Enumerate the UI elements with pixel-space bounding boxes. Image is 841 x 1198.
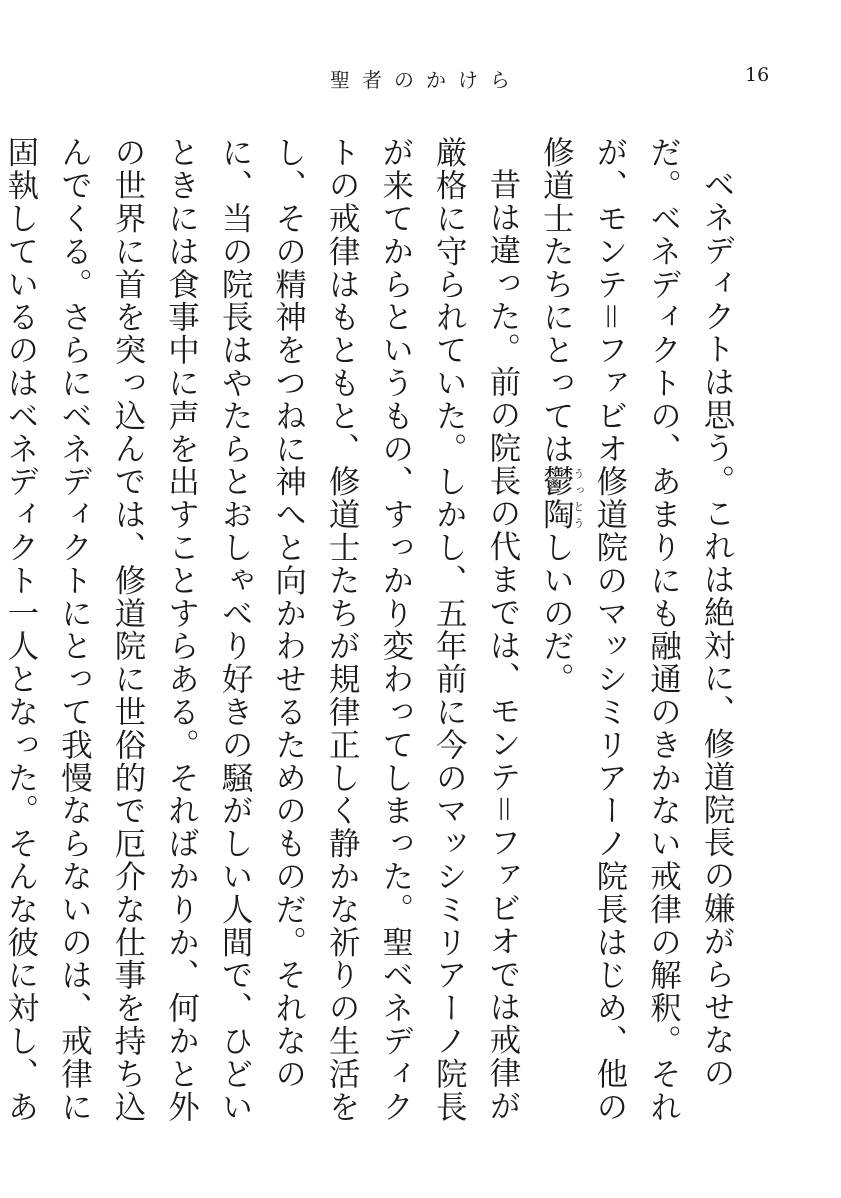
ruby-uttou-reading: うっとう: [571, 465, 585, 531]
ruby-uttou-base: 鬱陶: [538, 465, 575, 531]
ruby-uttou: [538, 465, 585, 531]
paragraph-1-text-a: ベネディクトは思う。これは絶対に、修道院長の嫌がらせなのだ。ベネディクトの、あまりにも融通のきかない戒律の解釈。それが、モンテ＝ファビオ修道院のマッシミリアーノ院長はじめ、他の修道士たちにとっては: [538, 136, 735, 1123]
paragraph-1-text-b: しいのだ。: [538, 530, 575, 696]
paragraph-2: [0, 136, 529, 1136]
paragraph-1: [529, 136, 743, 1136]
paragraph-2-text: 昔は違った。前の院長の代までは、モンテ＝ファビオでは戒律が厳格に守られていた。しかし、五年前に今のマッシミリアーノ院長が来てからというもの、すっかり変わってしまった。聖ベネディクトの戒律はもともと、修道士たちが規律正しく静かな祈りの生活をし、その精神をつねに神へと向かわせるためのものだ。それなのに、当の院長はやたらとおしゃべり好きの騒がしい人間で、ひどいときには食事中に声を出すことすらある。そればかりか、何かと外の世界に首を突っ込んでは、修道院に世俗的で厄介な仕事を持ち込んでくる。さらにベネディクトにとって我慢ならないのは、戒律に固執しているのはベネディクト一人となった。そんな彼に対し、あ: [2, 136, 521, 1123]
page-number: 16: [745, 64, 770, 86]
running-title: 聖者のかけら: [330, 68, 522, 92]
body-text: [2, 136, 743, 1136]
